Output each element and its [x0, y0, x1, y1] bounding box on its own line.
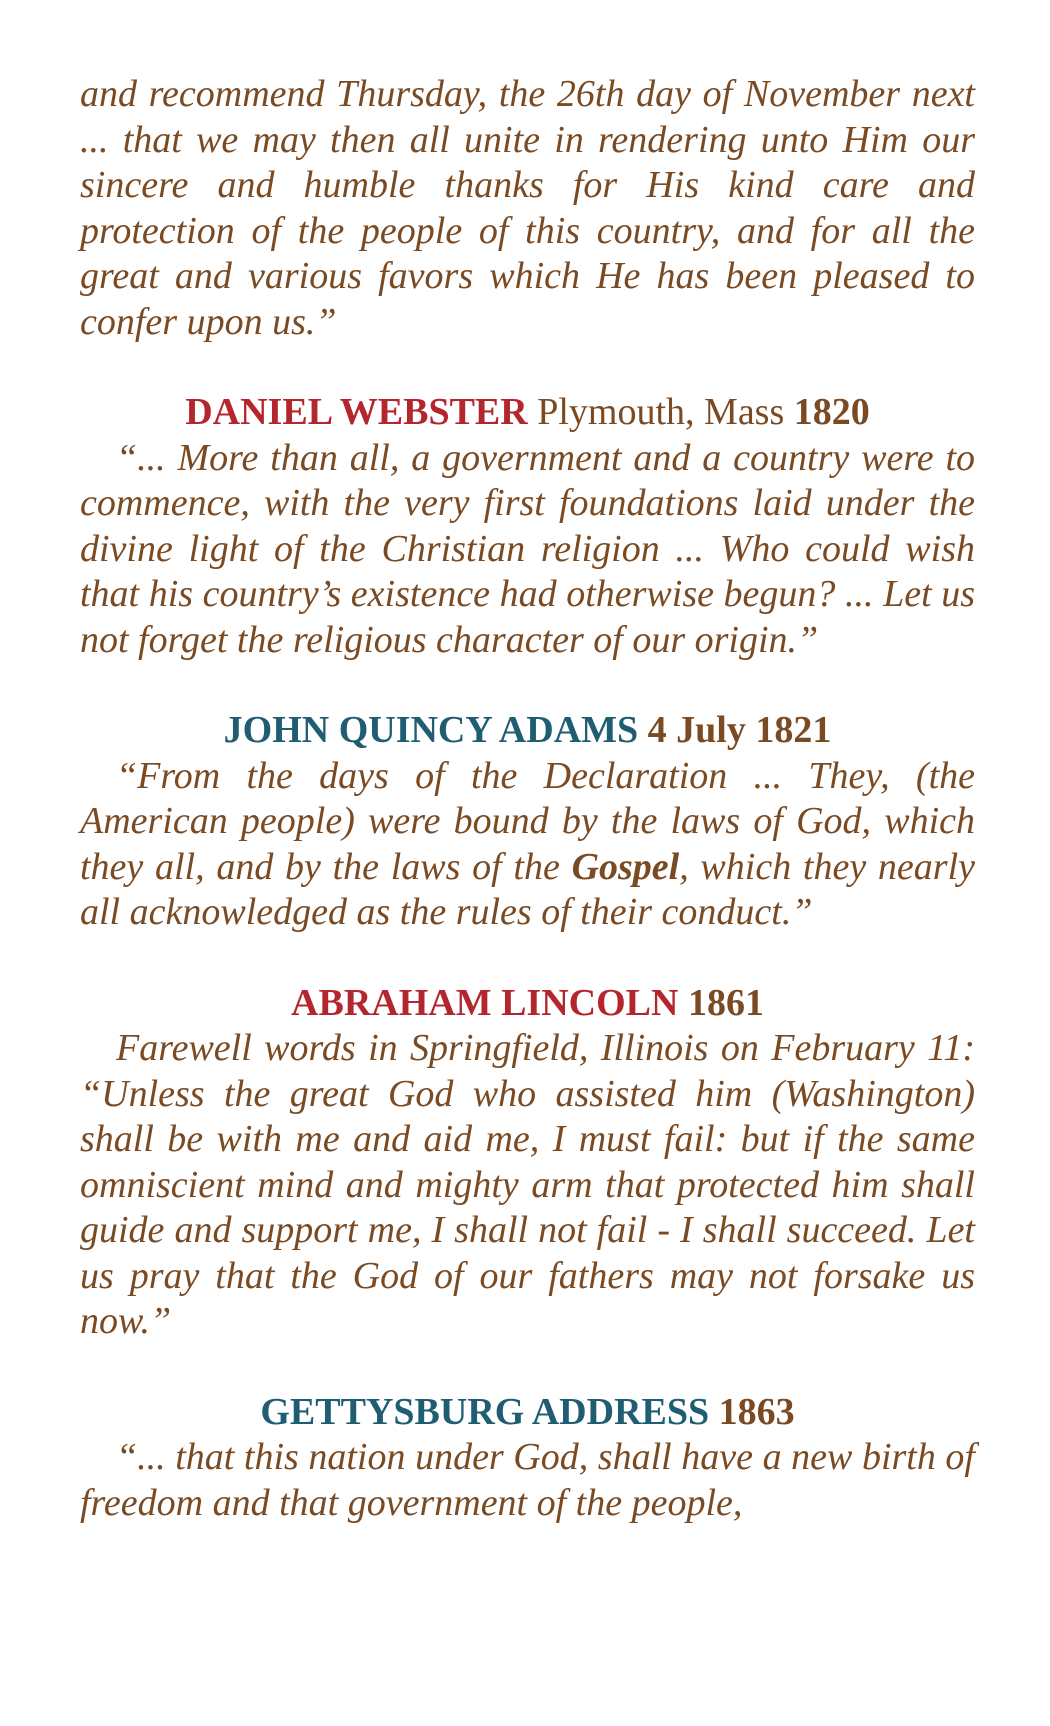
webster-name: DANIEL WEBSTER [185, 391, 528, 433]
gettysburg-name: GETTYSBURG ADDRESS [260, 1390, 710, 1433]
webster-place: Plymouth, Mass [537, 391, 785, 433]
lincoln-heading [80, 981, 975, 1027]
webster-year: 1820 [793, 391, 870, 433]
document-page [80, 72, 975, 1526]
adams-heading [80, 708, 975, 754]
webster-heading [80, 390, 975, 436]
adams-quote-part1: “From the days of the Declaration ... They, (the American people) were bound by the laws of God, which they all, and by the laws of the [80, 754, 975, 888]
gettysburg-quote: “... that this nation under God, shall have a new birth of freedom and that government of the people, [80, 1436, 975, 1524]
lincoln-year: 1861 [687, 981, 764, 1024]
adams-date: 4 July 1821 [647, 709, 832, 751]
adams-quote [80, 754, 975, 936]
adams-quote-bold: Gospel [571, 845, 680, 888]
lincoln-name: ABRAHAM LINCOLN [291, 981, 679, 1024]
adams-name: JOHN QUINCY ADAMS [223, 709, 639, 751]
webster-quote: “... More than all, a government and a country were to commence, with the very first foundations laid under the divine light of the Christian religion ... Who could wish that his country’s existence had otherwise begun? ... Let us not forget the religious character of our origin.” [80, 436, 975, 661]
lincoln-quote: Farewell words in Springfield, Illinois on February 11: “Unless the great God who assisted him (Washington) shall be with me and aid me, I must fail: but if the same omniscient mind and mighty arm that protected him shall guide and support me, I shall not fail - I shall succeed. Let us pray that the God of our fathers may not forsake us now.” [80, 1027, 975, 1342]
adams-quote-part2: , which they nearly all acknowledged as the rules of their conduct.” [80, 845, 975, 933]
gettysburg-heading [80, 1390, 975, 1436]
gettysburg-year: 1863 [718, 1390, 795, 1433]
intro-paragraph: and recommend Thursday, the 26th day of November next ... that we may then all unite in rendering unto Him our sincere and humble thanks for His kind care and protection of the people of this country, and for all the great and various favors which He has been pleased to confer upon us.” [80, 73, 975, 343]
